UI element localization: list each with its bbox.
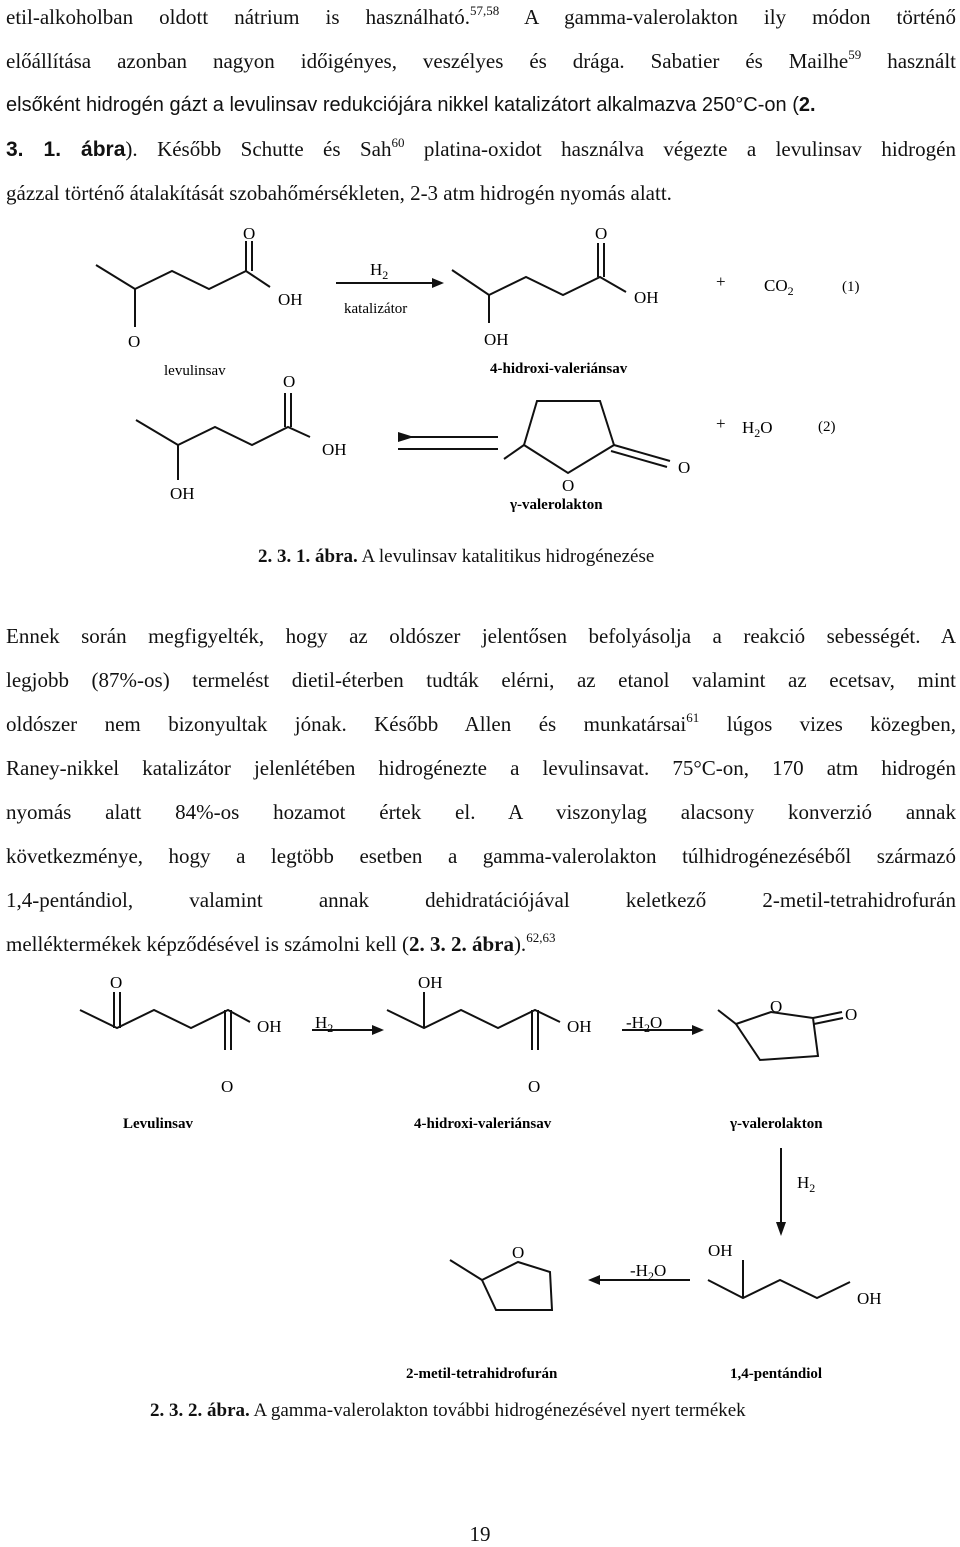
scheme-gvl-overhydrogenation xyxy=(0,960,960,1410)
svg-text:O: O xyxy=(221,1077,234,1096)
svg-text:OH: OH xyxy=(634,288,659,307)
text-line: 1,4-pentándiol, valamint annak dehidratációjával keletkező 2-metil-tetrahidrofurán xyxy=(6,888,956,912)
svg-text:-H2O: $-H_2O$ xyxy=(626,1013,663,1035)
svg-text:CO2: $CO_2$ xyxy=(764,276,794,298)
svg-text:O: O xyxy=(512,1243,525,1262)
svg-text:4-hidroxi-valeriánsav: 4-hidroxi-valeriánsav xyxy=(414,1116,552,1132)
text-line: legjobb (87%-os) termelést dietil-éterben tudták elérni, az etanol valamint az ecetsav, mint xyxy=(6,668,956,692)
svg-text:+: + xyxy=(716,272,726,291)
svg-text:levulinsav: levulinsav xyxy=(164,363,226,379)
svg-text:O: O xyxy=(595,224,608,243)
svg-text:OH: OH xyxy=(170,484,195,503)
svg-text:OH: OH xyxy=(567,1017,592,1036)
figure-caption-2: 2. 3. 2. ábra. A gamma-valerolakton további hidrogénezésével nyert termékek xyxy=(150,1400,746,1421)
svg-text:OH: OH xyxy=(257,1017,282,1036)
svg-text:2-metil-tetrahidrofurán: 2-metil-tetrahidrofurán xyxy=(406,1366,558,1382)
text-line: következménye, hogy a legtöbb esetben a gamma-valerolakton túlhidrogénezéséből származó xyxy=(6,844,956,868)
svg-text:γ-valerolakton: γ-valerolakton xyxy=(730,1116,823,1132)
svg-text:O: O xyxy=(110,973,123,992)
text-line: melléktermékek képződésével is számolni kell (2. 3. 2. ábra).$^{62,63}$ xyxy=(6,930,556,956)
figure-caption-1: 2. 3. 1. ábra. A levulinsav katalitikus hidrogénezése xyxy=(258,546,655,567)
svg-text:H2: $H_2$ xyxy=(797,1173,816,1195)
svg-text:-H2O: $-H_2O$ xyxy=(630,1261,667,1283)
svg-text:OH: OH xyxy=(322,440,347,459)
svg-text:+: + xyxy=(716,414,726,433)
svg-text:OH: OH xyxy=(484,330,509,349)
svg-text:γ-valerolakton: γ-valerolakton xyxy=(510,497,603,513)
text-line: etil-alkoholban oldott nátrium is használható.$^{57,58}$ A gamma-valerolakton ily módon történő xyxy=(6,3,956,29)
page-number: 19 xyxy=(469,1522,491,1546)
text-line: előállítása azonban nagyon időigényes, veszélyes és drága. Sabatier és Mailhe$^{59}$ használt xyxy=(6,47,956,73)
text-line: Ennek során megfigyelték, hogy az oldószer jelentősen befolyásolja a reakció sebességét. A xyxy=(6,624,956,648)
scheme-levulinic-hydrogenation xyxy=(0,215,960,535)
svg-text:4-hidroxi-valeriánsav: 4-hidroxi-valeriánsav xyxy=(490,361,628,377)
svg-text:1,4-pentándiol: 1,4-pentándiol xyxy=(730,1366,823,1382)
svg-text:O: O xyxy=(128,332,141,351)
svg-text:OH: OH xyxy=(708,1241,733,1260)
svg-text:OH: OH xyxy=(278,290,303,309)
svg-text:(2): (2) xyxy=(818,419,836,435)
svg-text:O: O xyxy=(562,476,575,495)
svg-text:OH: OH xyxy=(418,973,443,992)
svg-text:O: O xyxy=(678,458,691,477)
text-line: gázzal történő átalakítását szobahőmérsékleten, 2-3 atm hidrogén nyomás alatt. xyxy=(6,181,672,205)
svg-text:O: O xyxy=(770,997,783,1016)
text-line: Raney-nikkel katalizátor jelenlétében hidrogénezte a levulinsavat. 75°C-on, 170 atm hidrogén xyxy=(6,756,956,780)
text-line: 3. 1. ábra). Később Schutte és Sah$^{60}$ platina-oxidot használva végezte a levulinsav hidrogén xyxy=(6,135,956,161)
text-line: oldószer nem bizonyultak jónak. Később Allen és munkatársai$^{61}$ lúgos vizes közegben, xyxy=(6,710,956,736)
svg-text:(1): (1) xyxy=(842,279,860,295)
text-line: elsőként hidrogén gázt a levulinsav redukciójára nikkel katalizátort alkalmazva 250°C-on (2. xyxy=(6,94,816,116)
paragraph-discussion xyxy=(6,614,956,966)
svg-text:Levulinsav: Levulinsav xyxy=(123,1116,194,1132)
svg-text:katalizátor: katalizátor xyxy=(344,301,408,317)
svg-text:O: O xyxy=(845,1005,858,1024)
svg-text:O: O xyxy=(528,1077,541,1096)
svg-text:H2: $H_2$ xyxy=(315,1013,334,1035)
svg-text:H2: $H_2$ xyxy=(370,260,389,282)
svg-text:O: O xyxy=(283,372,296,391)
svg-text:O: O xyxy=(243,224,256,243)
text-line: nyomás alatt 84%-os hozamot értek el. A viszonylag alacsony konverzió annak xyxy=(6,800,956,824)
paragraph-intro xyxy=(6,0,956,215)
svg-text:OH: OH xyxy=(857,1289,882,1308)
svg-text:H2O: $H_2O$ xyxy=(742,418,773,440)
